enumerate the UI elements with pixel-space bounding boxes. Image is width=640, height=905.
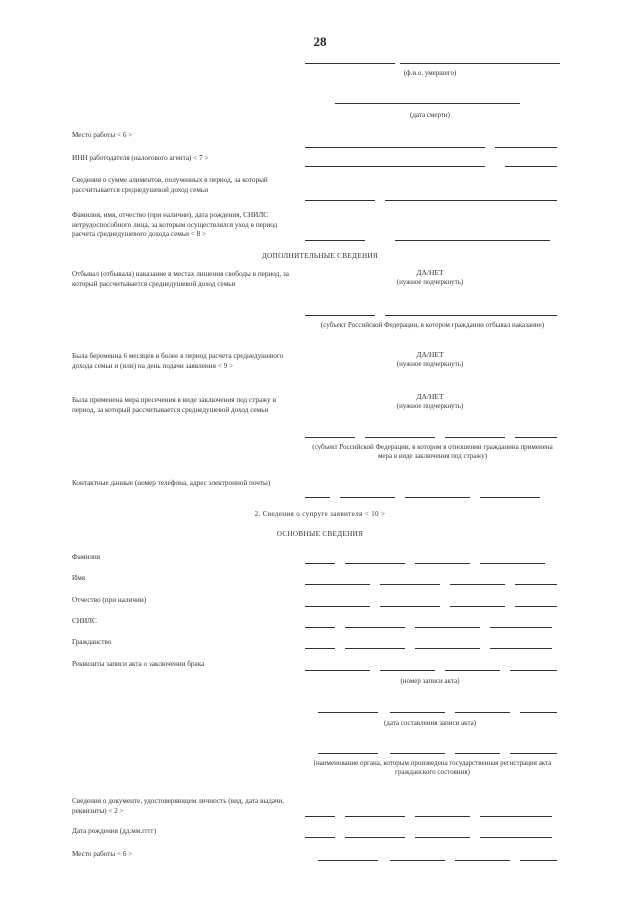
additional-section-title: ДОПОЛНИТЕЛЬНЫЕ СВЕДЕНИЯ — [261, 252, 379, 260]
spouse-citizenship-label: Гражданство — [72, 638, 112, 646]
spouse-workplace-line-4[interactable] — [520, 860, 557, 861]
identity-doc-line[interactable] — [305, 816, 335, 817]
custody-subject-line-2[interactable] — [365, 437, 435, 438]
marriage-record-number-line-4[interactable] — [510, 670, 557, 671]
spouse-workplace-line-3[interactable] — [455, 860, 510, 861]
contacts-line-2[interactable] — [340, 497, 395, 498]
spouse-patronymic-line[interactable] — [305, 606, 370, 607]
spouse-section-title: 2. Сведения о супруге заявителя < 10 > — [254, 510, 386, 518]
marriage-record-date-line-2[interactable] — [390, 712, 445, 713]
death-date-line[interactable] — [335, 103, 520, 104]
workplace-label: Место работы < 6 > — [72, 131, 133, 139]
guardian-line-2[interactable] — [395, 240, 550, 241]
deceased-fio-line-2[interactable] — [400, 63, 560, 64]
spouse-identity-doc-label: Сведения о документе, удостоверяющем личность (вид, дата выдачи, реквизиты) < 2 > — [72, 797, 285, 815]
record-number-caption: (номер записи акта) — [400, 677, 460, 685]
spouse-marriage-record-label: Реквизиты записи акта о заключении брака — [72, 660, 205, 668]
spouse-name-line-3[interactable] — [450, 584, 505, 585]
spouse-snils-line-3[interactable] — [415, 627, 480, 628]
registry-organ-line-2[interactable] — [390, 753, 445, 754]
spouse-workplace-label: Место работы < 6 > — [72, 850, 133, 858]
deceased-fio-line[interactable] — [305, 63, 395, 64]
identity-doc-line-3[interactable] — [415, 816, 470, 817]
spouse-workplace-line[interactable] — [318, 860, 378, 861]
custody-subject-line-3[interactable] — [445, 437, 505, 438]
spouse-patronymic-line-2[interactable] — [380, 606, 440, 607]
pregnancy-yes-no[interactable]: ДА/НЕТ — [416, 350, 444, 359]
registry-caption: (наименование органа, которым произведена государственная регистрация акта гражданского состояния) — [313, 759, 552, 776]
spouse-snils-line-4[interactable] — [490, 627, 552, 628]
workplace-line[interactable] — [305, 147, 485, 148]
custody-yes-no[interactable]: ДА/НЕТ — [416, 392, 444, 401]
spouse-name-label: Имя — [72, 574, 86, 582]
contacts-line[interactable] — [305, 497, 330, 498]
spouse-name-line-4[interactable] — [515, 584, 557, 585]
registry-organ-line[interactable] — [318, 753, 378, 754]
marriage-record-number-line[interactable] — [305, 670, 370, 671]
imprisoned-subject-caption: (субъект Российской Федерации, в котором гражданин отбывал наказание) — [320, 321, 545, 329]
spouse-snils-label: СНИЛС — [72, 617, 97, 625]
spouse-surname-label: Фамилия — [72, 553, 101, 561]
marriage-record-number-line-2[interactable] — [380, 670, 435, 671]
spouse-name-line[interactable] — [305, 584, 370, 585]
birth-date-line[interactable] — [305, 837, 335, 838]
spouse-birth-date-label: Дата рождения (дд.мм.гггг) — [72, 827, 157, 835]
inn-label: ИНН работодателя (налогового агента) < 7 > — [72, 154, 209, 162]
marriage-record-date-line-3[interactable] — [455, 712, 510, 713]
spouse-patronymic-line-4[interactable] — [515, 606, 557, 607]
birth-date-line-2[interactable] — [345, 837, 405, 838]
alimony-label: Сведения о сумме алиментов, полученных в период, за который рассчитывается среднедушевой доход семьи — [72, 176, 268, 194]
registry-organ-line-3[interactable] — [455, 753, 500, 754]
spouse-snils-line-2[interactable] — [345, 627, 405, 628]
marriage-record-date-line-4[interactable] — [520, 712, 557, 713]
page-number: 28 — [313, 34, 327, 49]
imprisoned-subject-line[interactable] — [305, 315, 375, 316]
imprisoned-underline-caption: (нужное подчеркнуть) — [396, 278, 464, 286]
imprisoned-yes-no[interactable]: ДА/НЕТ — [416, 268, 444, 277]
deceased-fio-caption: (ф.и.о. умершего) — [403, 69, 457, 77]
spouse-surname-line[interactable] — [305, 563, 335, 564]
spouse-patronymic-label: Отчество (при наличии) — [72, 596, 147, 604]
inn-line[interactable] — [305, 166, 485, 167]
guardian-label: Фамилия, имя, отчество (при наличии), дата рождения, СНИЛС нетрудоспособного лица, за которым осуществлялся уход в период расчета среднедушевого дохода семьи < 8 > — [72, 211, 278, 238]
spouse-name-line-2[interactable] — [380, 584, 440, 585]
workplace-line-2[interactable] — [495, 147, 557, 148]
registry-organ-line-4[interactable] — [510, 753, 557, 754]
inn-line-2[interactable] — [505, 166, 557, 167]
spouse-patronymic-line-3[interactable] — [450, 606, 505, 607]
spouse-surname-line-2[interactable] — [345, 563, 405, 564]
alimony-line[interactable] — [305, 200, 375, 201]
alimony-line-2[interactable] — [385, 200, 557, 201]
custody-subject-line[interactable] — [305, 437, 355, 438]
contacts-line-3[interactable] — [405, 497, 470, 498]
contacts-label: Контактные данные (номер телефона, адрес электронной почты) — [72, 479, 271, 487]
identity-doc-line-2[interactable] — [345, 816, 405, 817]
spouse-surname-line-3[interactable] — [415, 563, 470, 564]
spouse-citizenship-line-4[interactable] — [490, 648, 552, 649]
identity-doc-line-4[interactable] — [480, 816, 552, 817]
spouse-surname-line-4[interactable] — [480, 563, 545, 564]
guardian-line[interactable] — [305, 240, 365, 241]
birth-date-line-4[interactable] — [480, 837, 552, 838]
pregnancy-label: Была беременна 6 месяцев и более в период расчета среднедушевого дохода семьи и (или) на день подачи заявления < 9 > — [72, 352, 284, 370]
main-section-title: ОСНОВНЫЕ СВЕДЕНИЯ — [276, 530, 364, 538]
spouse-citizenship-line-3[interactable] — [415, 648, 480, 649]
spouse-citizenship-line-2[interactable] — [345, 648, 405, 649]
marriage-record-number-line-3[interactable] — [445, 670, 500, 671]
custody-subject-caption: (субъект Российской Федерации, в котором в отношении гражданина применена мера в виде заключения под стражу) — [312, 443, 553, 460]
custody-label: Была применена мера пресечения в виде заключения под стражу в период, за который рассчитывается среднедушевой доход семьи — [72, 396, 276, 414]
spouse-citizenship-line[interactable] — [305, 648, 335, 649]
contacts-line-4[interactable] — [480, 497, 540, 498]
birth-date-line-3[interactable] — [415, 837, 470, 838]
death-date-caption: (дата смерти) — [409, 111, 450, 119]
custody-caption: (нужное подчеркнуть) — [396, 402, 464, 410]
record-date-caption: (дата составления записи акта) — [383, 719, 477, 727]
imprisoned-subject-line-2[interactable] — [385, 315, 557, 316]
custody-subject-line-4[interactable] — [515, 437, 557, 438]
pregnancy-caption: (нужное подчеркнуть) — [396, 360, 464, 368]
imprisoned-label: Отбывал (отбывала) наказание в местах лишения свободы в период, за который рассчитывается среднедушевой доход семьи — [72, 270, 289, 288]
marriage-record-date-line[interactable] — [318, 712, 378, 713]
spouse-workplace-line-2[interactable] — [390, 860, 445, 861]
spouse-snils-line[interactable] — [305, 627, 335, 628]
